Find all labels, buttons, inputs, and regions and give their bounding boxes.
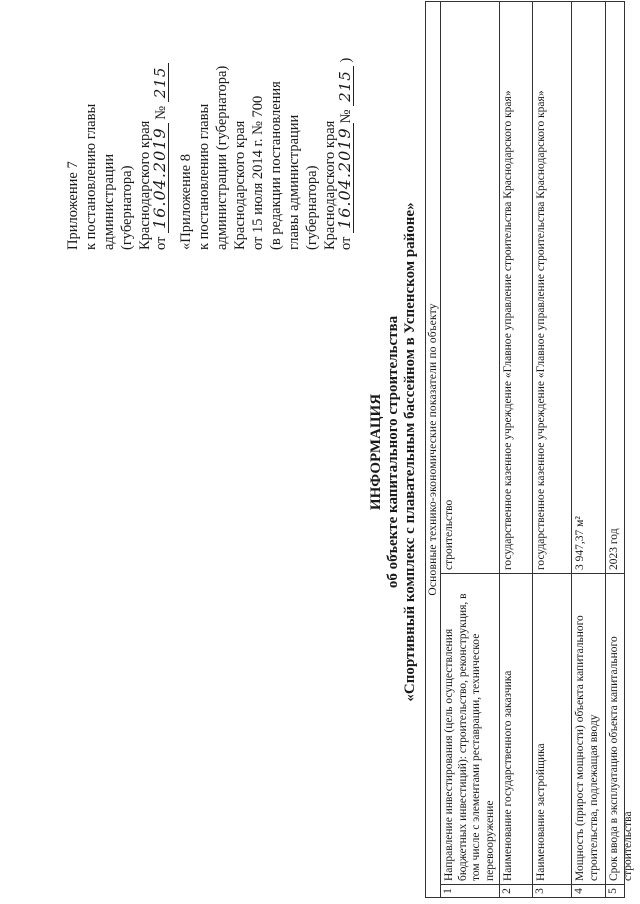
indicator-value: 2023 год [608, 528, 620, 570]
date-prefix: от [153, 236, 169, 250]
indicator-name: Срок ввода в эксплуатацию объекта капитального строительства [606, 573, 625, 884]
indicator-value: 3 947,37 м² [574, 516, 586, 570]
row-number: 2 [500, 884, 532, 897]
row-number: 5 [606, 884, 625, 897]
row-number: 4 [572, 884, 605, 897]
document-subheading: об объекте капитального строительства [385, 315, 401, 589]
appendix-8-line: администрации (губернатора) [214, 65, 230, 250]
number-prefix: № [338, 109, 354, 124]
table-row [572, 2, 606, 897]
object-name: «Спортивный комплекс с плавательным бассейном в Успенском районе» [402, 202, 418, 702]
appendix-8-line: Краснодарского края [322, 120, 338, 250]
appendix-8-line: Краснодарского края [232, 120, 248, 250]
row-number: 1 [441, 884, 499, 897]
indicator-name: Наименование государственного заказчика [500, 573, 532, 884]
appendix-8-line: к постановлению главы [196, 103, 212, 250]
table-row [606, 2, 634, 897]
appendix-7-line: (губернатора) [119, 165, 135, 250]
indicator-name: Наименование застройщика [533, 573, 571, 884]
appendix-7-date-line [152, 63, 169, 250]
indicators-table [425, 1, 634, 898]
appendix-8-date-line [337, 58, 354, 250]
table-row [533, 2, 572, 897]
indicator-value: строительство [443, 499, 455, 570]
appendix-7-line: к постановлению главы [83, 103, 99, 250]
indicator-name: Мощность (прирост мощности) объекта капитального строительства, подлежащая вводу [572, 573, 605, 884]
appendix-7-line: администрации [101, 153, 117, 250]
appendix-8-line: от 15 июля 2014 г. № 700 [250, 95, 266, 250]
appendix-7-line: Приложение 7 [65, 161, 81, 250]
appendix-7-line: Краснодарского края [137, 120, 153, 250]
closing-parenthesis: ) [338, 57, 354, 63]
table-row [500, 2, 533, 897]
appendix-8-line: (губернатора) [304, 165, 320, 250]
handwritten-number: 215 [152, 63, 169, 103]
handwritten-date: 16.04.2019 [152, 123, 169, 233]
indicator-name: Направление инвестирования (цель осуществления бюджетных инвестиций): строительство, реконструкция, в том числе с элементами реставрации, техническое перевооружение [441, 573, 499, 884]
document-heading: ИНФОРМАЦИЯ [368, 393, 384, 511]
appendix-8-line: (в редакции постановления [268, 81, 284, 250]
appendix-8-line: «Приложение 8 [178, 154, 194, 250]
indicator-value: государственное казенное учреждение «Главное управление строительства Краснодарского края» [535, 90, 547, 570]
row-number: 3 [533, 884, 571, 897]
handwritten-date: 16.04.2019 [337, 123, 354, 233]
table-row [441, 2, 500, 897]
date-prefix: от [338, 236, 354, 250]
number-prefix: № [153, 105, 169, 120]
appendix-8-line: главы администрации [286, 114, 302, 250]
indicator-value: государственное казенное учреждение «Главное управление строительства Краснодарского края» [502, 90, 514, 570]
handwritten-number: 215 [337, 66, 354, 106]
table-section-header: Основные технико-экономические показатели по объекту [426, 2, 441, 897]
